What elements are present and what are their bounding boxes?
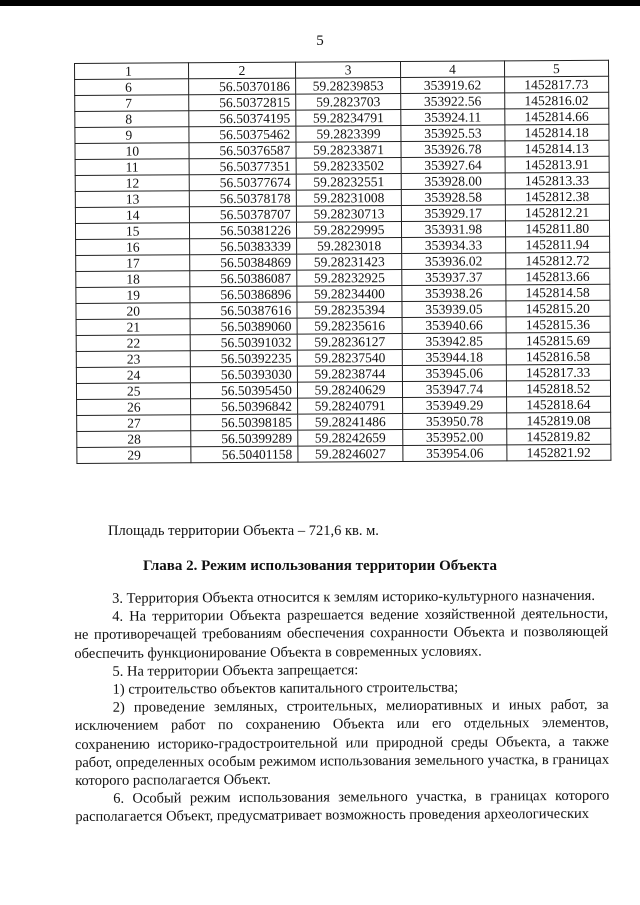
table-cell: 1452813.33 bbox=[505, 172, 610, 189]
table-cell: 1452814.18 bbox=[504, 124, 609, 141]
table-cell: 15 bbox=[75, 223, 189, 240]
page-number: 5 bbox=[316, 33, 324, 49]
table-cell: 59.28230713 bbox=[296, 206, 402, 223]
table-cell: 56.50375462 bbox=[189, 126, 296, 143]
header-cell: 5 bbox=[504, 60, 609, 77]
table-cell: 9 bbox=[75, 127, 189, 144]
paragraph: 2) проведение земляных, строительных, мелиоративных и иных работ, за исключением работ по сохранению Объекта или его отдельных элементов, сохранению историко-градостроительной или природной среды Объекта, а также работ, определенных особым режимом использования земельного участка, в границах которого располагается Объект. bbox=[74, 696, 610, 790]
table-cell: 24 bbox=[76, 367, 190, 384]
coordinates-table bbox=[74, 60, 611, 464]
table-cell: 59.28231423 bbox=[296, 254, 402, 271]
table-cell: 25 bbox=[76, 383, 190, 400]
table-cell: 8 bbox=[75, 111, 189, 128]
table-cell: 353939.05 bbox=[402, 301, 505, 318]
table-cell: 18 bbox=[76, 271, 190, 288]
table-cell: 59.28238744 bbox=[297, 365, 403, 382]
table-cell: 56.50370186 bbox=[189, 78, 296, 95]
table-cell: 353925.53 bbox=[401, 125, 504, 142]
table-row bbox=[77, 444, 611, 463]
table-cell: 1452817.33 bbox=[506, 364, 611, 381]
area-statement: Площадь территории Объекта – 721,6 кв. м. bbox=[108, 523, 379, 539]
table-cell: 59.2823018 bbox=[296, 238, 402, 255]
table-cell: 1452814.58 bbox=[505, 284, 610, 301]
table-cell: 13 bbox=[75, 191, 189, 208]
table-cell: 1452815.20 bbox=[506, 300, 611, 317]
table-cell: 59.28233871 bbox=[296, 142, 402, 159]
paragraph: 5. На территории Объекта запрещается: bbox=[112, 662, 359, 680]
table-cell: 56.50392235 bbox=[190, 350, 297, 367]
table-cell: 26 bbox=[77, 399, 191, 416]
table-cell: 7 bbox=[75, 95, 189, 112]
table-cell: 14 bbox=[75, 207, 189, 224]
table-cell: 56.50401158 bbox=[191, 446, 298, 463]
table-cell: 1452817.73 bbox=[504, 76, 609, 93]
table-cell: 16 bbox=[76, 239, 190, 256]
paragraph: 1) строительство объектов капитального строительства; bbox=[112, 679, 459, 698]
table-cell: 59.28241486 bbox=[297, 413, 403, 430]
table-cell: 22 bbox=[76, 335, 190, 352]
table-cell: 353919.62 bbox=[401, 77, 504, 94]
table-cell: 1452815.69 bbox=[506, 332, 611, 349]
table-cell: 56.50377351 bbox=[189, 158, 296, 175]
table-cell: 56.50383339 bbox=[190, 238, 297, 255]
table-cell: 1452815.36 bbox=[506, 316, 611, 333]
table-cell: 56.50372815 bbox=[189, 94, 296, 111]
table-body bbox=[75, 76, 611, 463]
table-cell: 59.28229995 bbox=[296, 222, 402, 239]
table-cell: 59.28240629 bbox=[297, 381, 403, 398]
table-cell: 1452818.64 bbox=[506, 396, 611, 413]
table-cell: 353928.00 bbox=[401, 173, 504, 190]
scan-top-border bbox=[0, 0, 640, 6]
table-cell: 353926.78 bbox=[401, 141, 504, 158]
table-cell: 59.28234400 bbox=[297, 285, 403, 302]
table-cell: 1452819.08 bbox=[506, 412, 611, 429]
table-cell: 11 bbox=[75, 159, 189, 176]
table-cell: 353940.66 bbox=[402, 317, 505, 334]
table-cell: 17 bbox=[76, 255, 190, 272]
table-cell: 59.28232925 bbox=[297, 270, 403, 287]
table-cell: 56.50386087 bbox=[190, 270, 297, 287]
table-cell: 353949.29 bbox=[403, 397, 506, 414]
table-cell: 353934.33 bbox=[402, 237, 505, 254]
table-cell: 56.50376587 bbox=[189, 142, 296, 159]
table-cell: 1452813.66 bbox=[505, 268, 610, 285]
table-cell: 56.50384869 bbox=[190, 254, 297, 271]
table-cell: 21 bbox=[76, 319, 190, 336]
table-cell: 56.50381226 bbox=[190, 222, 297, 239]
table-cell: 56.50391032 bbox=[190, 334, 297, 351]
table-cell: 20 bbox=[76, 303, 190, 320]
table-cell: 59.28234791 bbox=[296, 110, 402, 127]
table-cell: 1452814.13 bbox=[505, 140, 610, 157]
table-cell: 23 bbox=[76, 351, 190, 368]
table-cell: 1452814.66 bbox=[504, 108, 609, 125]
table-cell: 19 bbox=[76, 287, 190, 304]
table-cell: 59.28242659 bbox=[298, 429, 404, 446]
table-cell: 353945.06 bbox=[403, 365, 506, 382]
table-cell: 56.50393030 bbox=[190, 366, 297, 383]
table-cell: 353929.17 bbox=[402, 205, 505, 222]
table-cell: 353922.56 bbox=[401, 93, 504, 110]
header-cell: 3 bbox=[295, 62, 401, 79]
table-cell: 56.50386896 bbox=[190, 286, 297, 303]
table-cell: 59.2823703 bbox=[296, 94, 402, 111]
header-cell: 1 bbox=[75, 63, 189, 80]
table-cell: 1452821.92 bbox=[506, 444, 611, 461]
table-cell: 56.50377674 bbox=[189, 174, 296, 191]
table-cell: 1452819.82 bbox=[506, 428, 611, 445]
table-cell: 353937.37 bbox=[402, 269, 505, 286]
paragraph: 4. На территории Объекта разрешается ведение хозяйственной деятельности, не противоречащей требованиям обеспечения сохранности Объекта и позволяющей обеспечить функционирование Объекта в современных условиях. bbox=[74, 605, 609, 662]
table-cell: 59.2823399 bbox=[296, 126, 402, 143]
table-cell: 59.28239853 bbox=[295, 78, 401, 95]
table-cell: 27 bbox=[77, 415, 191, 432]
table-cell: 353942.85 bbox=[402, 333, 505, 350]
table-cell: 353944.18 bbox=[403, 349, 506, 366]
table-cell: 353950.78 bbox=[403, 413, 506, 430]
table-cell: 59.28235616 bbox=[297, 317, 403, 334]
table-cell: 56.50399289 bbox=[191, 430, 298, 447]
table-cell: 56.50378707 bbox=[189, 206, 296, 223]
table-cell: 353936.02 bbox=[402, 253, 505, 270]
table-cell: 59.28240791 bbox=[297, 397, 403, 414]
table-cell: 1452816.58 bbox=[506, 348, 611, 365]
table-cell: 12 bbox=[75, 175, 189, 192]
table-cell: 28 bbox=[77, 431, 191, 448]
paragraph: 3. Территория Объекта относится к землям историко-культурного назначения. bbox=[112, 587, 596, 607]
table-cell: 1452816.02 bbox=[504, 92, 609, 109]
table-cell: 6 bbox=[75, 79, 189, 96]
table-cell: 56.50374195 bbox=[189, 110, 296, 127]
table-cell: 353927.64 bbox=[401, 157, 504, 174]
table-cell: 1452812.21 bbox=[505, 204, 610, 221]
body-text bbox=[74, 587, 609, 827]
table-cell: 353938.26 bbox=[402, 285, 505, 302]
table-cell: 59.28233502 bbox=[296, 158, 402, 175]
table-cell: 353947.74 bbox=[403, 381, 506, 398]
header-cell: 2 bbox=[189, 62, 296, 79]
table-cell: 353952.00 bbox=[403, 429, 506, 446]
table-cell: 59.28236127 bbox=[297, 333, 403, 350]
table-cell: 353924.11 bbox=[401, 109, 504, 126]
table-cell: 1452811.80 bbox=[505, 220, 610, 237]
table-cell: 1452813.91 bbox=[505, 156, 610, 173]
table-cell: 10 bbox=[75, 143, 189, 160]
header-cell: 4 bbox=[401, 61, 504, 78]
table-cell: 59.28232551 bbox=[296, 174, 402, 191]
table-cell: 56.50396842 bbox=[191, 398, 298, 415]
paragraph: 6. Особый режим использования земельного участка, в границах которого располагается Объект, предусматривает возможность проведения археологических bbox=[75, 787, 610, 826]
table-cell: 353954.06 bbox=[403, 445, 506, 462]
table-cell: 56.50378178 bbox=[189, 190, 296, 207]
table-cell: 1452818.52 bbox=[506, 380, 611, 397]
table-cell: 59.28231008 bbox=[296, 190, 402, 207]
table-cell: 59.28235394 bbox=[297, 301, 403, 318]
table-cell: 1452811.94 bbox=[505, 236, 610, 253]
table-cell: 1452812.38 bbox=[505, 188, 610, 205]
table-cell: 56.50387616 bbox=[190, 302, 297, 319]
table-cell: 56.50398185 bbox=[191, 414, 298, 431]
table-cell: 353928.58 bbox=[402, 189, 505, 206]
table-cell: 29 bbox=[77, 447, 191, 464]
table-cell: 353931.98 bbox=[402, 221, 505, 238]
table-cell: 1452812.72 bbox=[505, 252, 610, 269]
table-cell: 56.50395450 bbox=[191, 382, 298, 399]
table-cell: 56.50389060 bbox=[190, 318, 297, 335]
table-cell: 59.28246027 bbox=[298, 445, 404, 462]
chapter-title: Глава 2. Режим использования территории Объекта bbox=[143, 558, 497, 574]
table-cell: 59.28237540 bbox=[297, 349, 403, 366]
